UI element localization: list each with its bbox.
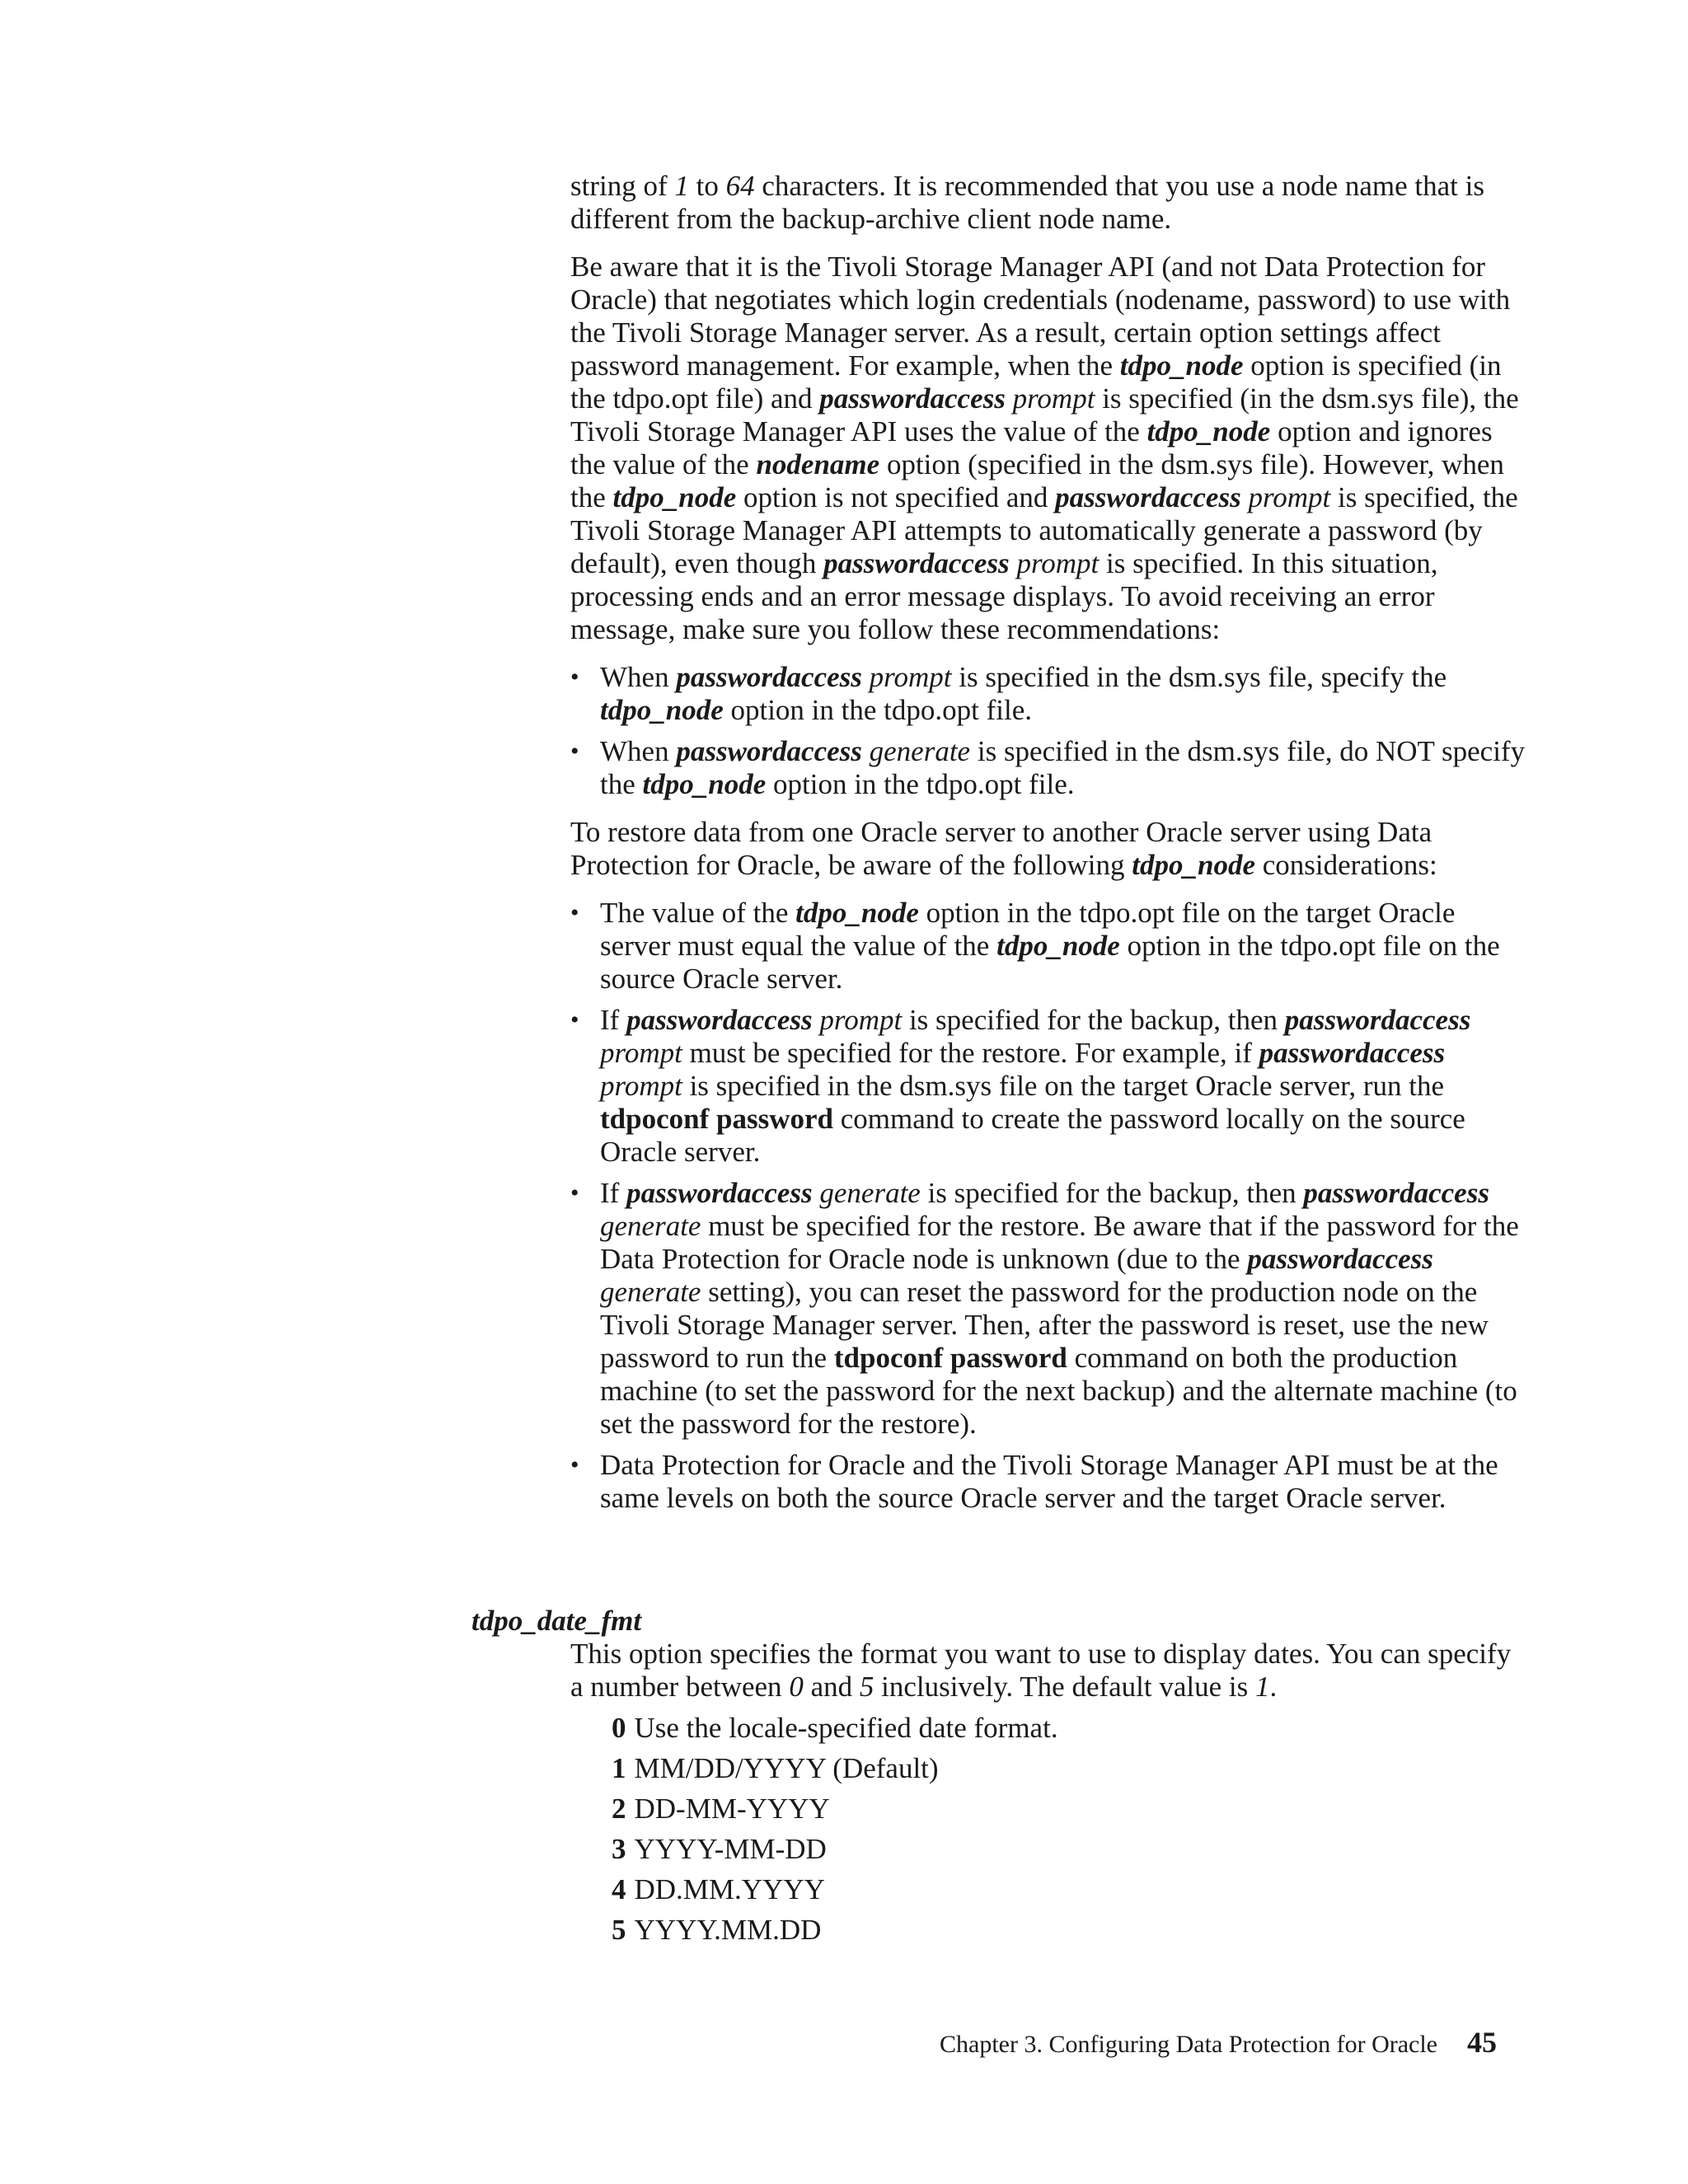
list-item: 5 YYYY.MM.DD xyxy=(612,1914,822,1946)
list-item: • When passwordaccess prompt is specified in the dsm.sys file, specify the tdpo_node option in the tdpo.opt file. xyxy=(570,661,1526,727)
recommendations-list xyxy=(570,661,1526,801)
page-footer xyxy=(940,2026,1497,2061)
page-number: 45 xyxy=(1467,2026,1497,2059)
option-definition xyxy=(570,1638,1526,1954)
list-item: 2 DD-MM-YYYY xyxy=(612,1793,830,1825)
list-item: • If passwordaccess generate is specified for the backup, then passwordaccess generate must be specified for the restore. Be aware that if the password for the Data Protection for Oracle node is unknown (due to the passwordaccess generate setting), you can reset the password for the production node on the Tivoli Storage Manager server. Then, after the password is reset, use the new password to run the tdpoconf password command on both the production machine (to set the password for the next backup) and the alternate machine (to set the password for the restore). xyxy=(570,1177,1526,1441)
list-item: • The value of the tdpo_node option in the tdpo.opt file on the target Oracle server must equal the value of the tdpo_node option in the tdpo.opt file on the source Oracle server. xyxy=(570,897,1526,996)
body-column xyxy=(570,170,1526,1530)
paragraph-restore-considerations: To restore data from one Oracle server to another Oracle server using Data Protection for Oracle, be aware of the following tdpo_node considerations: xyxy=(570,816,1437,881)
option-description: This option specifies the format you want to use to display dates. You can specify a number between 0 and 5 inclusively. The default value is 1. xyxy=(570,1638,1512,1703)
list-item: 1 MM/DD/YYYY (Default) xyxy=(612,1752,939,1784)
list-item: • Data Protection for Oracle and the Tivoli Storage Manager API must be at the same levels on both the source Oracle server and the target Oracle server. xyxy=(570,1449,1526,1515)
list-item: 4 DD.MM.YYYY xyxy=(612,1873,825,1905)
paragraph-node-name-length: string of 1 to 64 characters. It is recommended that you use a node name that is different from the backup-archive client node name. xyxy=(570,170,1484,235)
list-item: • When passwordaccess generate is specified in the dsm.sys file, do NOT specify the tdpo_node option in the tdpo.opt file. xyxy=(570,735,1526,801)
list-item: • If passwordaccess prompt is specified for the backup, then passwordaccess prompt must be specified for the restore. For example, if passwordaccess prompt is specified in the dsm.sys file on the target Oracle server, run the tdpoconf password command to create the password locally on the source Oracle server. xyxy=(570,1004,1526,1169)
paragraph-login-credentials: Be aware that it is the Tivoli Storage Manager API (and not Data Protection for Oracle) that negotiates which login credentials (nodename, password) to use with the Tivoli Storage Manager server. As a result, certain option settings affect password management. For example, when the tdpo_node option is specified (in the tdpo.opt file) and passwordaccess prompt is specified (in the dsm.sys file), the Tivoli Storage Manager API uses the value of the tdpo_node option and ignores the value of the nodename option (specified in the dsm.sys file). However, when the tdpo_node option is not specified and passwordaccess prompt is specified, the Tivoli Storage Manager API attempts to automatically generate a password (by default), even though passwordaccess prompt is specified. In this situation, processing ends and an error message displays. To avoid receiving an error message, make sure you follow these recommendations: xyxy=(570,251,1519,645)
option-term: tdpo_date_fmt xyxy=(471,1605,642,1637)
list-item: 3 YYYY-MM-DD xyxy=(612,1833,827,1865)
chapter-title: Chapter 3. Configuring Data Protection for Oracle xyxy=(940,2031,1437,2058)
list-item: 0 Use the locale-specified date format. xyxy=(612,1712,1058,1744)
considerations-list xyxy=(570,897,1526,1515)
date-format-list xyxy=(570,1712,1526,1954)
